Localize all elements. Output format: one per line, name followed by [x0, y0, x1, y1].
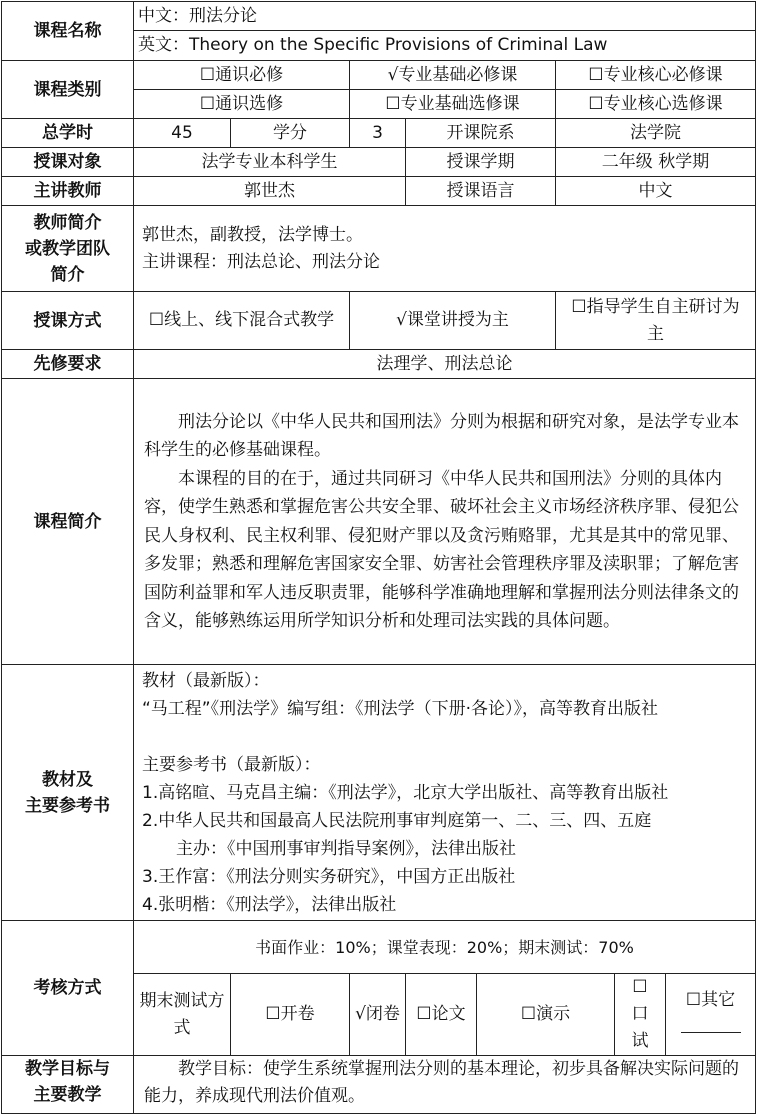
exam-option-paper: ☐论文 [406, 974, 477, 1056]
label-instructor-intro-line3: 简介 [50, 264, 85, 285]
label-final-exam-mode: 期末测试方式 [134, 974, 231, 1056]
term-value: 二年级 秋学期 [556, 148, 756, 177]
audience-value: 法学专业本科学生 [134, 148, 406, 177]
type-foundation-required: √专业基础必修课 [350, 61, 556, 90]
exam-option-open-book: ☐开卷 [231, 974, 350, 1056]
exam-option-other-blank [670, 1014, 751, 1042]
row-assessment-weights [2, 921, 756, 974]
row-course-intro [2, 379, 756, 665]
row-audience [2, 148, 756, 177]
course-syllabus-table [1, 1, 756, 1114]
label-audience: 授课对象 [2, 148, 134, 177]
label-prerequisite: 先修要求 [2, 350, 134, 379]
instructor-name: 郭世杰 [134, 177, 406, 206]
label-total-hours: 总学时 [2, 119, 134, 148]
label-objectives-line2: 主要教学 [33, 1085, 102, 1105]
label-course-intro: 课程简介 [2, 379, 134, 665]
type-general-required: ☐通识必修 [134, 61, 350, 90]
mode-lecture: √课堂讲授为主 [350, 292, 556, 350]
reference-item-4: 4.张明楷：《刑法学》，法律出版社 [142, 894, 397, 915]
credit-value: 3 [350, 119, 406, 148]
reference-item-2-continued: 主办：《中国刑事审判指导案例》，法律出版社 [176, 838, 516, 859]
instructor-intro-content [134, 206, 756, 292]
textbook-heading: 教材（最新版）： [142, 670, 270, 691]
row-instructor-intro [2, 206, 756, 292]
label-instructor-intro-line1: 教师简介 [33, 212, 102, 233]
objectives-text: 教学目标：使学生系统掌握刑法分则的基本理论，初步具备解决实际问题的能力，养成现代刑法价值观。 [144, 1059, 739, 1106]
course-intro-paragraph-2: 本课程的目的在于，通过共同研习《中华人民共和国刑法》分则的具体内容，使学生熟悉和掌握危害公共安全罪、破坏社会主义市场经济秩序罪、侵犯公民人身权利、民主权利罪、侵犯财产罪以及贪污贿赂罪，尤其是其中的常见罪、多发罪；熟悉和理解危害国家安全罪、妨害社会管理秩序罪及渎职罪；了解危害国防利益罪和军人违反职责罪，能够科学准确地理解和掌握刑法分则法律条文的含义，能够熟练运用所学知识分析和处理司法实践的具体问题。 [144, 468, 739, 631]
objectives-content [134, 1056, 756, 1114]
reference-item-2: 2.中华人民共和国最高人民法院刑事审判庭第一、二、三、四、五庭 [142, 810, 652, 831]
exam-option-other-cell [666, 974, 756, 1056]
department-value: 法学院 [556, 119, 756, 148]
textbooks-spacer [142, 723, 751, 751]
exam-option-other: ☐其它 [685, 990, 736, 1010]
type-general-elective: ☐通识选修 [134, 90, 350, 119]
type-foundation-elective: ☐专业基础选修课 [350, 90, 556, 119]
language-value: 中文 [556, 177, 756, 206]
label-textbooks-line1: 教材及 [42, 769, 93, 790]
label-term: 授课学期 [406, 148, 556, 177]
row-hours [2, 119, 756, 148]
label-textbooks [2, 665, 134, 921]
label-credit: 学分 [231, 119, 350, 148]
label-department: 开课院系 [406, 119, 556, 148]
reference-item-1: 1.高铭暄、马克昌主编：《刑法学》，北京大学出版社、高等教育出版社 [142, 782, 669, 803]
row-objectives [2, 1056, 756, 1114]
course-intro-content [134, 379, 756, 665]
course-intro-paragraph-1: 刑法分论以《中华人民共和国刑法》分则为根据和研究对象，是法学专业本科学生的必修基础课程。 [144, 411, 739, 460]
label-objectives-line1: 教学目标与 [25, 1059, 110, 1079]
type-core-elective: ☐专业核心选修课 [556, 90, 756, 119]
exam-option-closed-book: √闭卷 [350, 974, 406, 1056]
label-instructor: 主讲教师 [2, 177, 134, 206]
label-teaching-mode: 授课方式 [2, 292, 134, 350]
label-objectives [2, 1056, 134, 1114]
reference-heading: 主要参考书（最新版）： [142, 754, 321, 775]
total-hours-value: 45 [134, 119, 231, 148]
row-textbooks [2, 665, 756, 921]
course-name-cn: 中文：刑法分论 [134, 2, 756, 31]
reference-item-3: 3.王作富：《刑法分则实务研究》，中国方正出版社 [142, 866, 516, 887]
label-instructor-intro [2, 206, 134, 292]
course-name-en: 英文：Theory on the Specific Provisions of Criminal Law [134, 31, 756, 61]
row-course-type-1 [2, 61, 756, 90]
label-course-type: 课程类别 [2, 61, 134, 119]
mode-seminar: ☐指导学生自主研讨为主 [556, 292, 756, 350]
row-teaching-mode [2, 292, 756, 350]
row-course-name-cn [2, 2, 756, 31]
label-instructor-intro-line2: 或教学团队 [25, 238, 110, 259]
textbooks-content [134, 665, 756, 921]
instructor-intro-line1: 郭世杰，副教授，法学博士。 [142, 224, 363, 245]
mode-blended: ☐线上、线下混合式教学 [134, 292, 350, 350]
label-course-name: 课程名称 [2, 2, 134, 61]
row-instructor [2, 177, 756, 206]
exam-option-oral: ☐口试 [615, 974, 666, 1056]
exam-option-presentation: ☐演示 [477, 974, 615, 1056]
row-prerequisite [2, 350, 756, 379]
label-language: 授课语言 [406, 177, 556, 206]
assessment-weights: 书面作业：10%；课堂表现：20%；期末测试：70% [134, 921, 756, 974]
prerequisite-value: 法理学、刑法总论 [134, 350, 756, 379]
instructor-intro-line2: 主讲课程：刑法总论、刑法分论 [142, 251, 380, 272]
type-core-required: ☐专业核心必修课 [556, 61, 756, 90]
label-assessment: 考核方式 [2, 921, 134, 1056]
textbook-main: “马工程”《刑法学》编写组：《刑法学（下册·各论）》，高等教育出版社 [142, 698, 659, 719]
label-textbooks-line2: 主要参考书 [25, 795, 110, 816]
